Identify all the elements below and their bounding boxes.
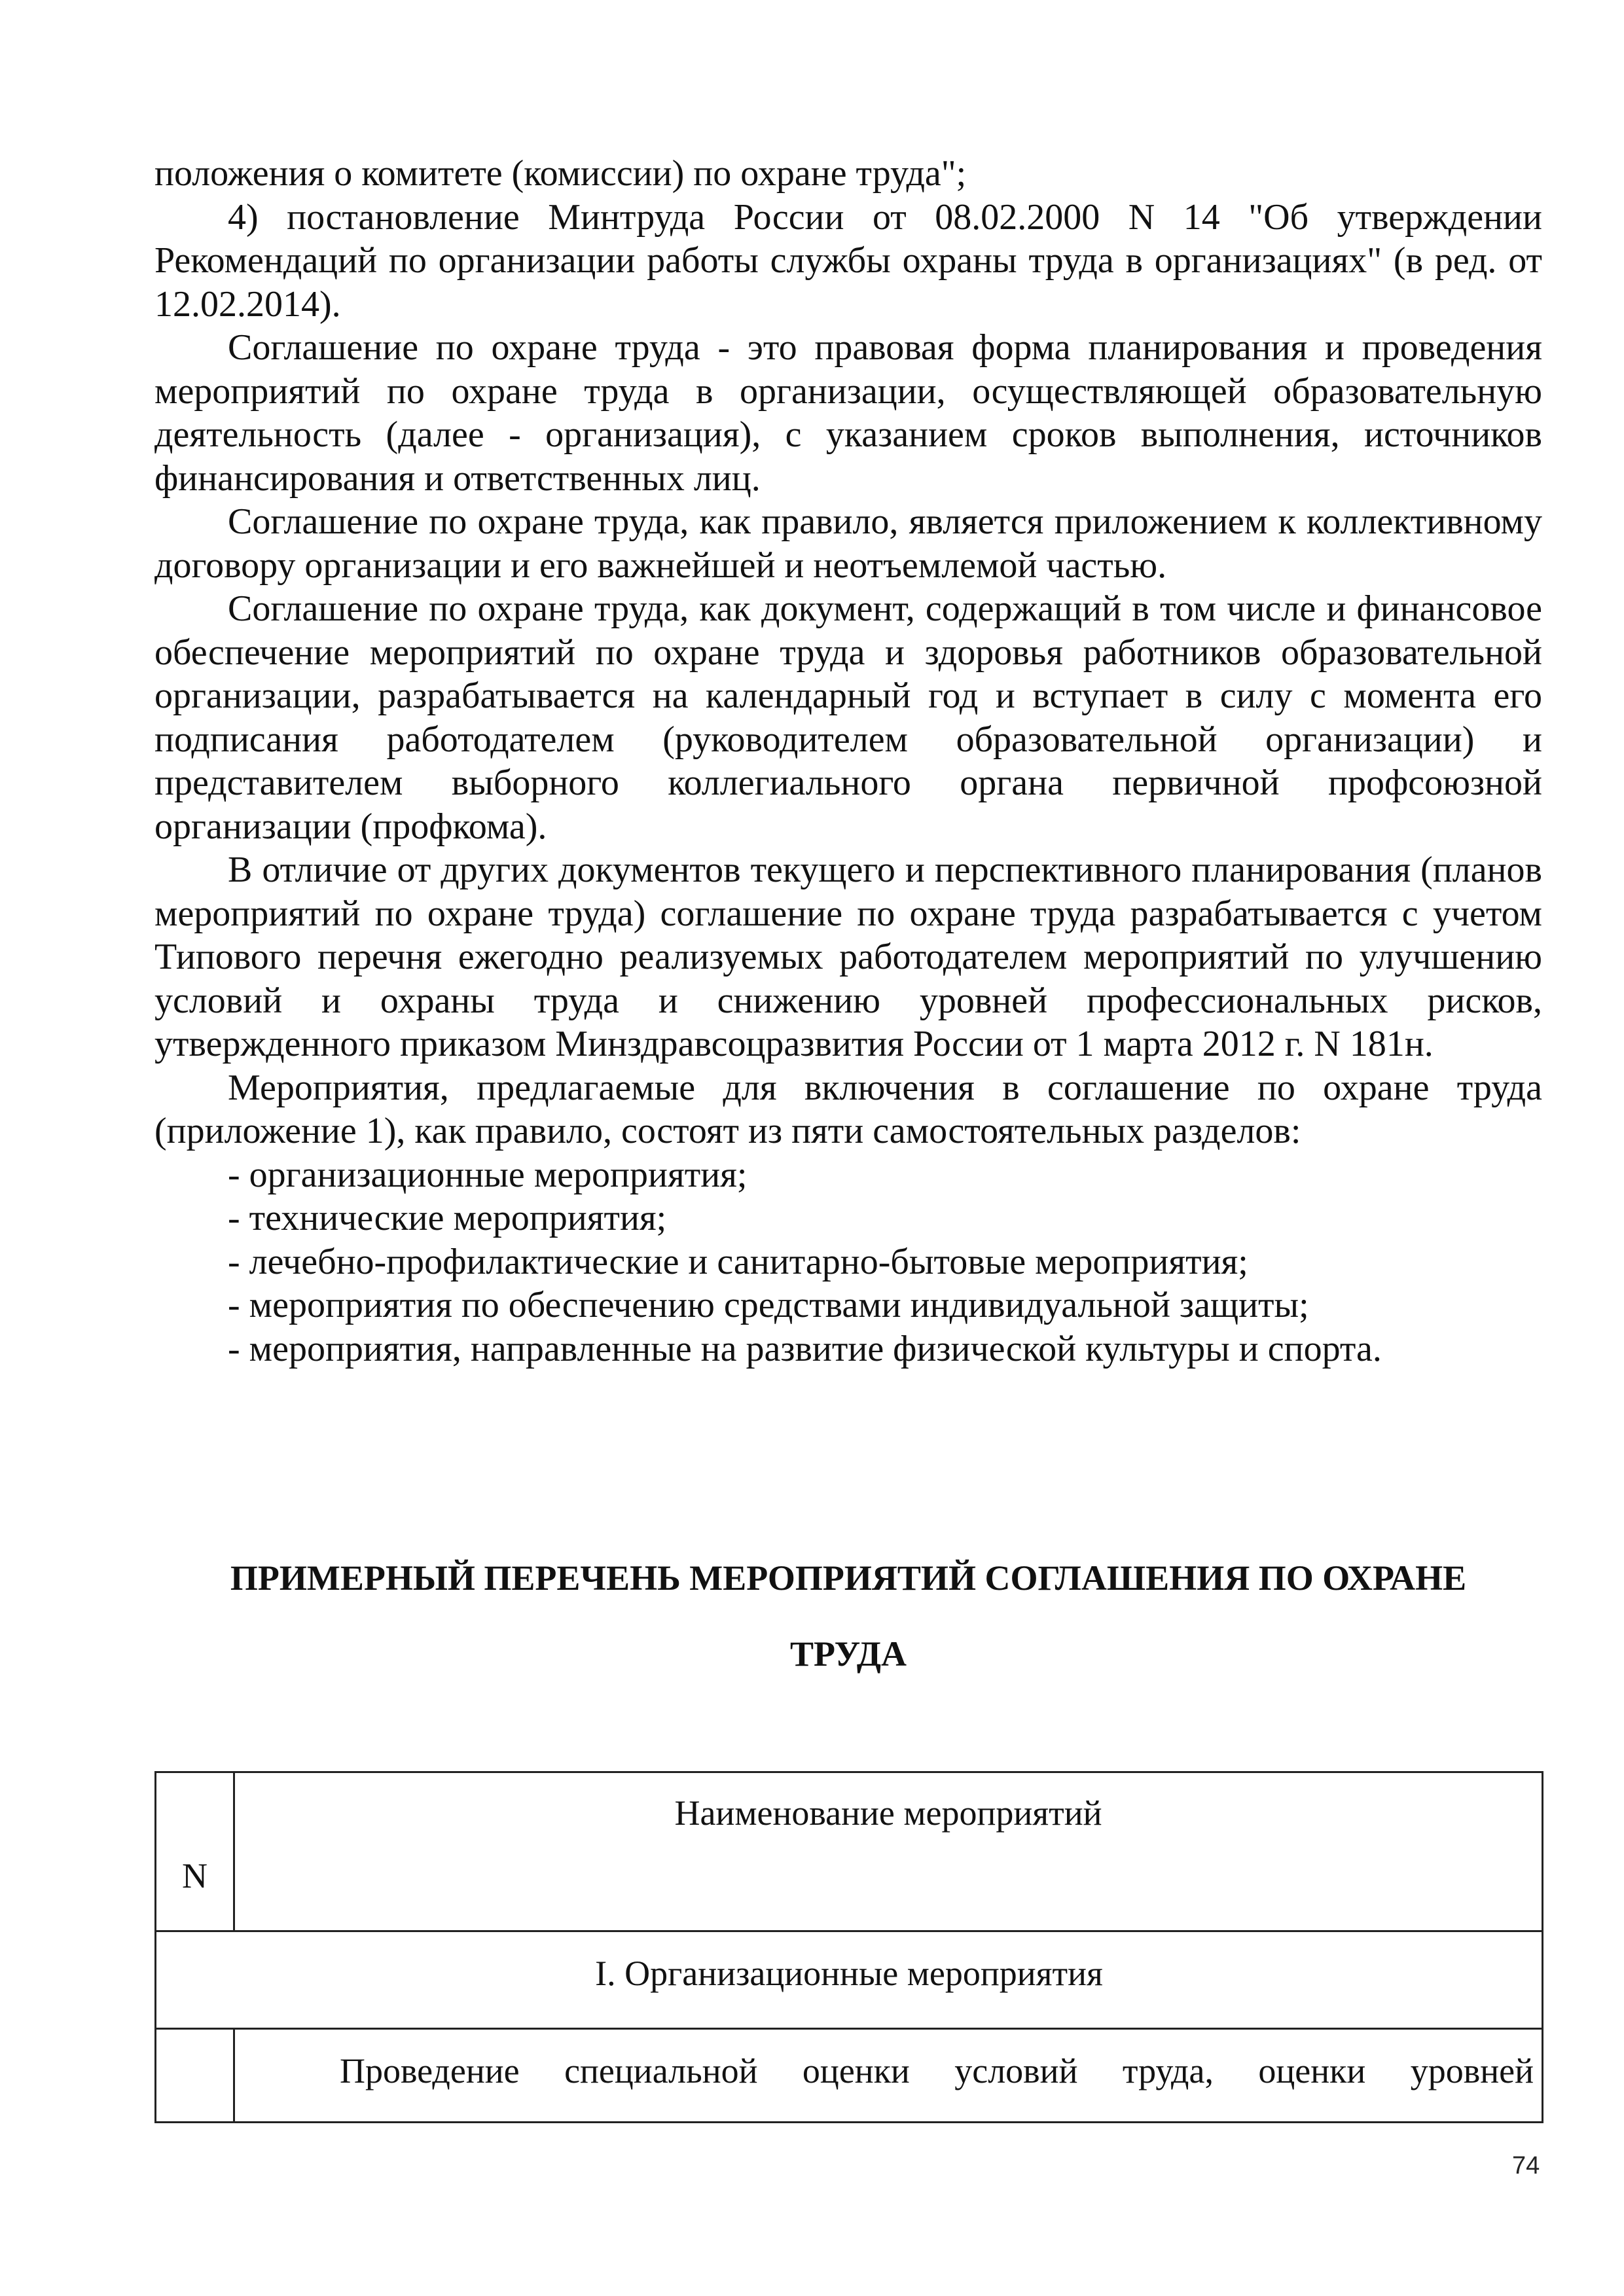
paragraph: Мероприятия, предлагаемые для включения в соглашение по охране труда (приложение 1), как правило, состоят из пяти самостоятельных разделов: <box>154 1067 1542 1151</box>
list-item: - технические мероприятия; <box>228 1198 667 1238</box>
table-header-row <box>156 1772 1543 1931</box>
section-title: I. Организационные мероприятия <box>595 1954 1103 1993</box>
section-title-cell <box>156 1931 1543 2029</box>
list-item: - лечебно-профилактические и санитарно-бытовые мероприятия; <box>228 1241 1248 1282</box>
section-heading-line-1: ПРИМЕРНЫЙ ПЕРЕЧЕНЬ МЕРОПРИЯТИЙ СОГЛАШЕНИЯ ПО ОХРАНЕ <box>230 1558 1467 1598</box>
paragraph: Соглашение по охране труда, как правило, является приложением к коллективному договору организации и его важнейшей и неотъемлемой частью. <box>154 501 1542 586</box>
paragraph: 4) постановление Минтруда России от 08.02.2000 N 14 "Об утверждении Рекомендаций по организации работы службы охраны труда в организациях" (в ред. от 12.02.2014). <box>154 196 1542 325</box>
paragraph: Соглашение по охране труда, как документ, содержащий в том числе и финансовое обеспечение мероприятий по охране труда и здоровья работников образовательной организации, разрабатывается на календарный год и вступает в силу с момента его подписания работодателем (руководителем образовательной организации) и представителем выборного коллегиального органа первичной профсоюзной организации (профкома). <box>154 588 1542 847</box>
list-item: - мероприятия по обеспечению средствами индивидуальной защиты; <box>228 1285 1309 1325</box>
item-text: Проведение специальной оценки условий труда, оценки уровней <box>340 2051 1534 2090</box>
list-item: - организационные мероприятия; <box>228 1154 748 1195</box>
page-number: 74 <box>1512 2152 1540 2179</box>
item-text-cell <box>234 2029 1543 2123</box>
table-row <box>156 2029 1543 2123</box>
item-number-cell <box>156 2029 234 2123</box>
paragraph: В отличие от других документов текущего и перспективного планирования (планов мероприятий по охране труда) соглашение по охране труда разрабатывается с учетом Типового перечня ежегодно реализуемых работодателем мероприятий по улучшению условий и охраны труда и снижению уровней профессиональных рисков, утвержденного приказом Минздравсоцразвития России от 1 марта 2012 г. N 181н. <box>154 850 1542 1064</box>
paragraph: положения о комитете (комиссии) по охране труда"; <box>154 153 967 194</box>
paragraph: Соглашение по охране труда - это правовая форма планирования и проведения мероприятий по охране труда в организации, осуществляющей образовательную деятельность (далее - организация), с указанием сроков выполнения, источников финансирования и ответственных лиц. <box>154 327 1542 499</box>
body-text <box>154 152 1542 1371</box>
table-section-row <box>156 1931 1543 2029</box>
header-number-label: N <box>182 1856 208 1895</box>
header-cell-number <box>156 1772 234 1931</box>
header-cell-name <box>234 1772 1543 1931</box>
list-item: - мероприятия, направленные на развитие физической культуры и спорта. <box>228 1328 1382 1369</box>
header-name-label: Наименование мероприятий <box>674 1793 1102 1833</box>
section-heading-line-2: ТРУДА <box>790 1634 907 1674</box>
measures-table <box>154 1771 1543 2123</box>
